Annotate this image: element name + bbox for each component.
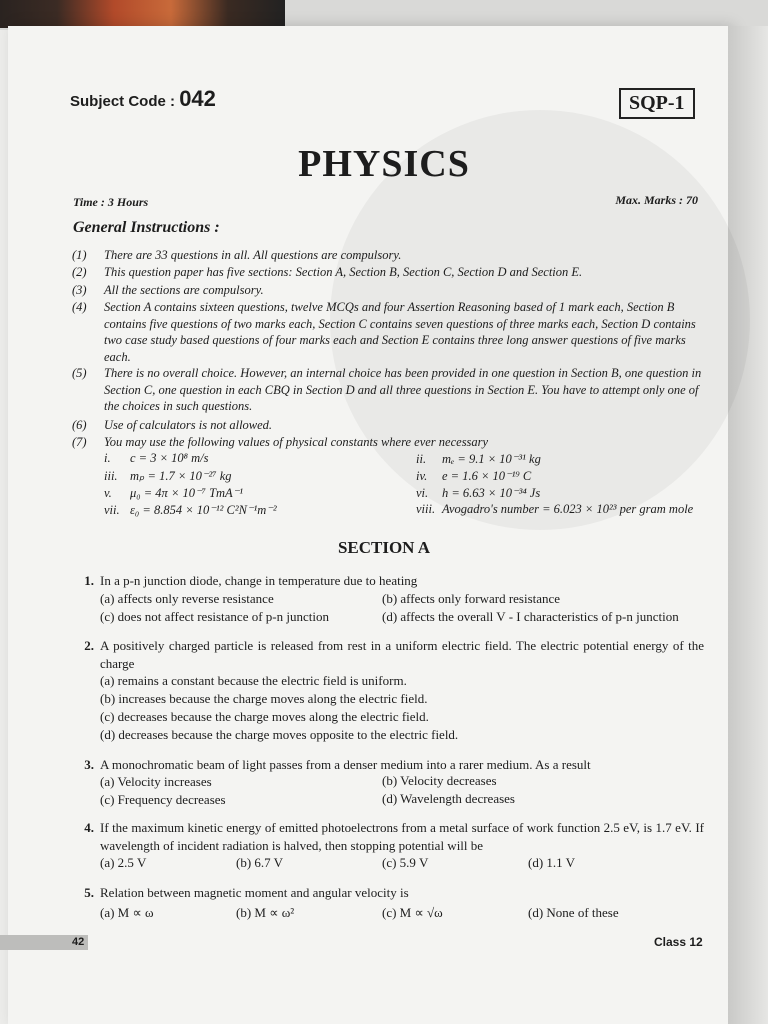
option: (a) M ∝ ω <box>100 905 154 920</box>
option: (a) affects only reverse resistance <box>100 591 274 606</box>
instruction-item: (3) All the sections are compulsory. <box>72 283 264 297</box>
option: (d) 1.1 V <box>528 855 576 870</box>
question-1: 1. In a p-n junction diode, change in temperature due to heating <box>84 573 418 588</box>
paper-id-badge: SQP-1 <box>619 88 695 119</box>
question-3: 3. A monochromatic beam of light passes from a denser medium into a rarer medium. As a result <box>84 757 591 772</box>
option: (a) remains a constant because the electric field is uniform. <box>100 673 407 688</box>
instruction-item: (1) There are 33 questions in all. All questions are compulsory. <box>72 248 402 262</box>
instruction-item: (7) You may use the following values of physical constants where ever necessary <box>72 435 489 449</box>
page-number: 42 <box>72 936 85 948</box>
class-label: Class 12 <box>654 935 703 949</box>
option: (d) None of these <box>528 905 619 920</box>
option: (a) 2.5 V <box>100 855 147 870</box>
question-5: 5. Relation between magnetic moment and angular velocity is <box>84 885 409 900</box>
question-2: 2. A positively charged particle is released from rest in a uniform electric field. The electric potential energy of the charge <box>84 638 704 671</box>
subject-code <box>70 86 216 112</box>
subject-code-value: 042 <box>179 86 216 111</box>
option: (b) 6.7 V <box>236 855 284 870</box>
scan-top-edge <box>0 0 285 28</box>
instruction-item: (6) Use of calculators is not allowed. <box>72 418 273 432</box>
instruction-item: (5) There is no overall choice. However, an internal choice has been provided in one question in Section B, one question in Section C, one question in each CBQ in Section D and all three questions in Section E. You have to attempt only one of the choices in such questions. <box>72 366 702 413</box>
option: (b) Velocity decreases <box>382 773 497 788</box>
option: (d) Wavelength decreases <box>382 791 515 806</box>
instruction-item: (4) Section A contains sixteen questions, twelve MCQs and four Assertion Reasoning based of 1 mark each, Section B contains five questions of two marks each, Section C contains seven questions of three marks each, Section D contains two case study based questions of four marks each and Section E contains three long answer questions of five marks each. <box>72 300 696 364</box>
constants-row: i. c = 3 × 10⁸ m/s ii. mₑ = 9.1 × 10⁻³¹ kg <box>104 451 541 466</box>
instruction-item: (2) This question paper has five sections: Section A, Section B, Section C, Section D and Section E. <box>72 265 583 279</box>
option: (c) does not affect resistance of p-n junction <box>100 609 329 624</box>
option: (c) Frequency decreases <box>100 792 226 807</box>
constants-row: iii. mₚ = 1.7 × 10⁻²⁷ kg iv. e = 1.6 × 10⁻¹⁹ C <box>104 469 532 483</box>
constants-row: v. μ₀ = 4π × 10⁻⁷ TmA⁻¹ vi. h = 6.63 × 10⁻³⁴ Js <box>104 486 541 500</box>
constants-row: vii. ε₀ = 8.854 × 10⁻¹² C²N⁻¹m⁻² viii. Avogadro's number = 6.023 × 10²³ per gram mole <box>104 502 694 517</box>
question-4: 4. If the maximum kinetic energy of emitted photoelectrons from a metal surface of work function 2.5 eV, is 1.7 eV. If wavelength of incident radiation is halved, then stopping potential will be <box>84 820 704 853</box>
instructions-heading: General Instructions : <box>73 219 220 236</box>
option: (d) affects the overall V - I characteristics of p-n junction <box>382 609 679 624</box>
subject-code-label: Subject Code : <box>70 93 180 110</box>
option: (b) increases because the charge moves along the electric field. <box>100 691 428 706</box>
page-title: PHYSICS <box>298 143 470 185</box>
option: (c) M ∝ √ω <box>382 905 443 920</box>
option: (a) Velocity increases <box>100 774 212 789</box>
section-heading: SECTION A <box>337 538 431 557</box>
max-marks: Max. Marks : 70 <box>615 193 698 207</box>
time-duration: Time : 3 Hours <box>73 195 149 209</box>
option: (b) M ∝ ω² <box>236 905 295 920</box>
option: (c) decreases because the charge moves along the electric field. <box>100 709 429 724</box>
option: (b) affects only forward resistance <box>382 591 561 606</box>
option: (c) 5.9 V <box>382 855 429 870</box>
option: (d) decreases because the charge moves opposite to the electric field. <box>100 727 459 742</box>
